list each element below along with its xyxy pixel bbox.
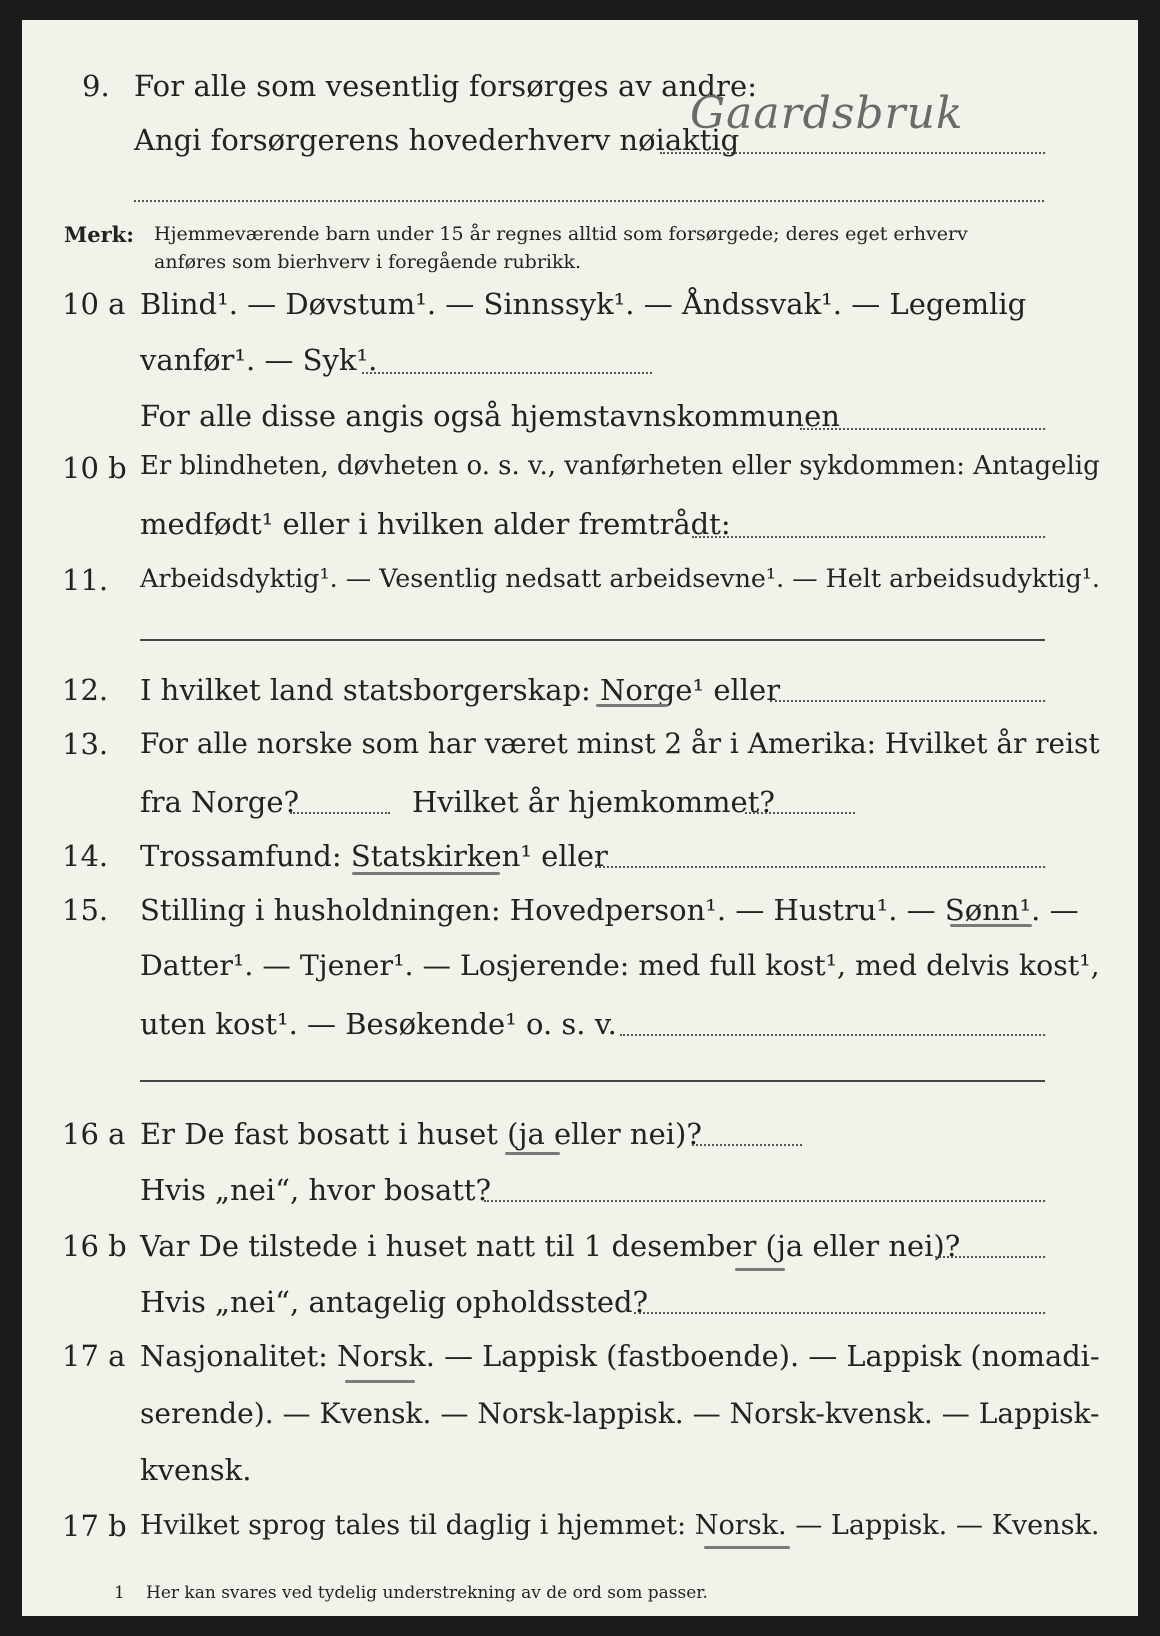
q13-line2a: fra Norge? bbox=[140, 785, 300, 819]
q15-number: 15. bbox=[62, 893, 109, 927]
q16b-number: 16 b bbox=[62, 1229, 127, 1263]
q11-number: 11. bbox=[62, 563, 109, 597]
q15-extra-line bbox=[140, 1080, 1045, 1082]
q11-answer-line bbox=[140, 639, 1045, 641]
q16a-line1: Er De fast bosatt i huset (ja eller nei)? bbox=[140, 1117, 702, 1151]
q16b-location-line bbox=[634, 1312, 1045, 1314]
q9-number: 9. bbox=[82, 69, 110, 103]
q10a-line3: For alle disse angis også hjemstavnskommunen bbox=[140, 399, 840, 433]
q11-line1: Arbeidsdyktig¹. — Vesentlig nedsatt arbeidsevne¹. — Helt arbeidsudyktig¹. bbox=[140, 563, 1100, 593]
q13-return-line bbox=[745, 812, 855, 814]
q17b-line1: Hvilket sprog tales til daglig i hjemmet: Norsk. — Lappisk. — Kvensk. bbox=[140, 1510, 1100, 1541]
merk-line1: Hjemmeværende barn under 15 år regnes alltid som forsørgede; deres eget erhverv bbox=[154, 223, 968, 245]
q16a-ja-underline bbox=[505, 1152, 560, 1155]
q17a-number: 17 a bbox=[62, 1339, 126, 1373]
q16a-number: 16 a bbox=[62, 1117, 126, 1151]
q13-number: 13. bbox=[62, 727, 109, 761]
q15-line3: uten kost¹. — Besøkende¹ o. s. v. bbox=[140, 1007, 617, 1041]
q15-line1: Stilling i husholdningen: Hovedperson¹. — Hustru¹. — Sønn¹. — bbox=[140, 893, 1079, 927]
q9-extra-line bbox=[134, 200, 1044, 202]
merk-label: Merk: bbox=[64, 222, 134, 247]
footnote-text: Her kan svares ved tydelig understrekning av de ord som passer. bbox=[146, 1583, 708, 1603]
q17b-number: 17 b bbox=[62, 1509, 127, 1543]
q16b-answer-line bbox=[935, 1256, 1045, 1258]
q14-line1: Trossamfund: Statskirken¹ eller bbox=[140, 839, 608, 873]
footnote-mark: 1 bbox=[114, 1583, 125, 1603]
q10b-number: 10 b bbox=[62, 451, 127, 485]
q10b-answer-line bbox=[692, 536, 1045, 538]
q16a-answer-line bbox=[692, 1144, 802, 1146]
q13-line2b: Hvilket år hjemkommet? bbox=[412, 785, 775, 819]
q15-answer-line bbox=[620, 1034, 1045, 1036]
q16b-line2: Hvis „nei“, antagelig opholdssted? bbox=[140, 1285, 649, 1319]
q16a-line2: Hvis „nei“, hvor bosatt? bbox=[140, 1173, 492, 1207]
q10a-answer-line bbox=[362, 372, 652, 374]
q16b-line1: Var De tilstede i huset natt til 1 desember (ja eller nei)? bbox=[140, 1229, 961, 1263]
q17a-norsk-underline bbox=[345, 1380, 415, 1383]
q14-number: 14. bbox=[62, 839, 109, 873]
q10a-number: 10 a bbox=[62, 287, 126, 321]
q12-number: 12. bbox=[62, 673, 109, 707]
q14-statskirken-underline bbox=[352, 872, 500, 875]
q10b-line1: Er blindheten, døvheten o. s. v., vanførheten eller sykdommen: Antagelig bbox=[140, 451, 1100, 481]
q10b-line2: medfødt¹ eller i hvilken alder fremtrådt: bbox=[140, 507, 731, 541]
q17a-line1: Nasjonalitet: Norsk. — Lappisk (fastboende). — Lappisk (nomadi- bbox=[140, 1339, 1100, 1373]
q17a-line2: serende). — Kvensk. — Norsk-lappisk. — Norsk-kvensk. — Lappisk- bbox=[140, 1397, 1100, 1430]
q14-answer-line bbox=[595, 866, 1045, 868]
q10a-line2: vanfør¹. — Syk¹. bbox=[140, 343, 378, 377]
q9-line2: Angi forsørgerens hovederhverv nøiaktig bbox=[134, 123, 740, 157]
q12-line1: I hvilket land statsborgerskap: Norge¹ eller bbox=[140, 673, 781, 707]
q9-answer-line bbox=[660, 152, 1045, 154]
merk-line2: anføres som bierhverv i foregående rubrikk. bbox=[154, 251, 582, 273]
q9-handwritten-answer: Gaardsbruk bbox=[690, 88, 964, 139]
q16b-ja-mark bbox=[735, 1268, 785, 1271]
q9-line1: For alle som vesentlig forsørges av andre: bbox=[134, 69, 758, 103]
q12-answer-line bbox=[770, 700, 1045, 702]
q16a-residence-line bbox=[484, 1200, 1045, 1202]
q10a-hometown-line bbox=[800, 428, 1045, 430]
q12-norge-underline bbox=[596, 704, 668, 707]
q15-line2: Datter¹. — Tjener¹. — Losjerende: med full kost¹, med delvis kost¹, bbox=[140, 949, 1100, 982]
q17b-norsk-underline bbox=[704, 1546, 790, 1549]
q15-sonn-underline bbox=[950, 924, 1032, 927]
q13-line1: For alle norske som har været minst 2 år i Amerika: Hvilket år reist bbox=[140, 727, 1100, 760]
q13-departure-line bbox=[290, 812, 390, 814]
q10a-line1: Blind¹. — Døvstum¹. — Sinnssyk¹. — Åndssvak¹. — Legemlig bbox=[140, 287, 1027, 321]
q17a-line3: kvensk. bbox=[140, 1453, 252, 1487]
